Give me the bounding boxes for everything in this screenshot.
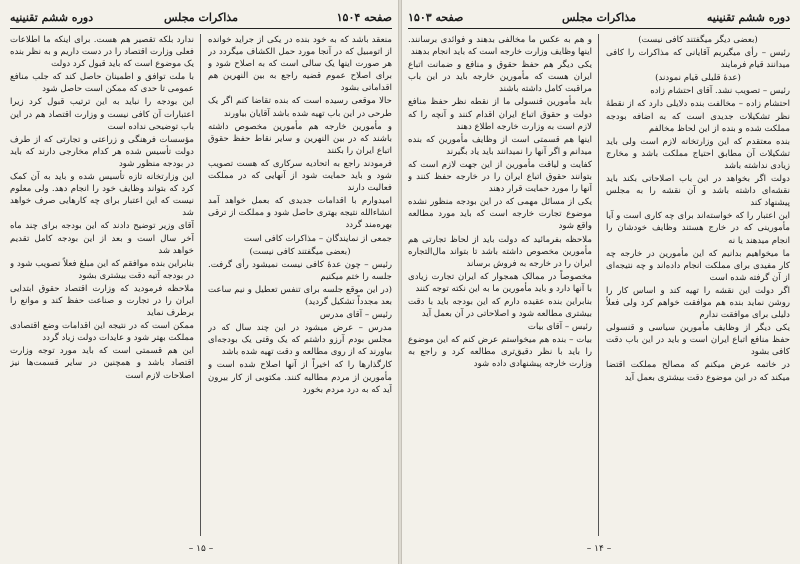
right-page-column-right (606, 34, 790, 536)
paragraph: رئیس – تصویب نشد. آقای احتشام زاده (650, 86, 790, 97)
paragraph: این وزارتخانه تازه تأسیس شده و باید به آن کمک کرد که بتواند وظایف خود را انجام دهد. ولی معلوم نیست که این اعتبار برای چه کارهایی صرف خواهد شد (10, 172, 194, 219)
column-divider (200, 34, 201, 536)
paragraph: امیدوارم با اقدامات جدیدی که بعمل خواهد آمد انشاءالله نتیجه بهتری حاصل شود و مملکت از ترقی بهره‌مند گردد (208, 196, 392, 231)
paragraph: (در این موقع جلسه برای تنفس تعطیل و نیم ساعت بعد مجدداً تشکیل گردید) (208, 284, 392, 307)
right-page-title: مذاکرات مجلس (562, 11, 636, 24)
paragraph: و مأمورین خارجه هم مأمورین مخصوص داشته باشند که در بین النهرین و سایر نقاط حفظ حقوق اتباع ایران را بکنند (208, 121, 392, 156)
left-page-title: مذاکرات مجلس (164, 11, 238, 24)
left-page-columns (10, 34, 392, 536)
paragraph: احتشام زاده – مخالفت بنده دلایلی دارد که از نقطهٔ نظر تشکیلات جدیدی است که به اضافه بودجه مملکت شده و بنده از این لحاظ مخالفم (606, 99, 790, 134)
column-divider (598, 34, 599, 536)
paragraph: ندارد بلکه تقصیر هم هست. برای اینکه ما اطلاعات فعلی وزارت اقتصاد را در دست داریم و به نظر بنده یک موضوع است که باید قبول کرد دولت (10, 35, 194, 70)
paragraph: (بعضی دیگر میگفتند کافی نیست) (638, 35, 758, 45)
paragraph: (عدهٔ قلیلی قیام نمودند) (655, 73, 741, 84)
paragraph: این بودجه را نباید به این ترتیب قبول کرد زیرا اعتبارات آن کافی نیست و وزارت اقتصاد هم در این باب توضیحی نداده است (10, 97, 194, 132)
paragraph: مدرس – عرض میشود در این چند سال که در مجلس بودم آرزو داشتم که یک وقتی یک بودجه‌ای بیاورند که از روی مطالعه و دقت تهیه شده باشد (208, 323, 392, 358)
paragraph: اینها هم قسمتی است از وظایف مأمورین که بنده میدانم و اگر آنها را نمیدانند باید یاد بگیرند (408, 134, 592, 157)
paragraph: آقای وزیر توضیح دادند که این بودجه برای چند ماه آخر سال است و بعد از این بودجه کامل تقدیم خواهد شد (10, 221, 194, 256)
right-page-number: صفحه ۱۵۰۳ (408, 11, 464, 24)
paragraph: رئیس – آقای بیات (527, 322, 592, 333)
paragraph: کفایت و لیاقت مأمورین از این جهت لازم است که بتوانند حقوق اتباع ایران را در خارجه حفظ کنند و آنها را مورد حمایت قرار دهند (408, 159, 592, 195)
left-page-session: دوره ششم تقنینیه (10, 11, 94, 24)
left-page-number: صفحه ۱۵۰۴ (336, 11, 392, 24)
left-page-column-right (208, 34, 392, 536)
paragraph: این هم قسمتی است که باید مورد توجه وزارت اقتصاد باشد و همچنین در سایر قسمت‌ها نیز اصلاحات لازم است (10, 346, 194, 381)
paragraph: این اعتبار را که خواسته‌اند برای چه کاری است و آیا مأمورینی که در خارج هستند وظایف خودشان را انجام میدهند یا نه (606, 211, 790, 246)
right-page (402, 6, 796, 558)
paragraph: جمعی از نمایندگان – مذاکرات کافی است (243, 233, 392, 244)
paragraph: در خاتمه عرض میکنم که مصالح مملکت اقتضا میکند که در این موضوع دقت بیشتری بعمل آید (606, 360, 790, 383)
paragraph: رئیس – آقای مدرس (319, 310, 392, 321)
left-page (4, 6, 398, 558)
paragraph: ممکن است که در نتیجه این اقدامات وضع اقتصادی مملکت بهتر شود و عایدات دولت زیاد گردد (10, 321, 194, 344)
paragraph: مؤسسات فرهنگی و زراعتی و تجارتی که از طرف دولت تأسیس شده هر کدام مخارجی دارند که باید در بودجه منظور شود (10, 134, 194, 169)
left-page-footer: – ۱۵ – (188, 544, 214, 554)
paragraph: و هم به عکس ما مخالفی بدهند و فوائدی برسانند. اینها وظایف وزارت خارجه است که باید انجام بدهند (408, 35, 592, 58)
paragraph: ملاحظه فرمودید که وزارت اقتصاد حقوق ابتدایی ایران را در تجارت و صناعت حفظ کند و موانع را برطرف نماید (10, 283, 194, 319)
right-page-column-left (408, 34, 592, 536)
paragraph: بیات – بنده هم میخواستم عرض کنم که این موضوع را باید با نظر دقیق‌تری مطالعه کرد و راجع به وزارت خارجه پیشنهادی داده شود (408, 335, 592, 370)
paragraph: باید مأمورین قنسولی ما از نقطه نظر حفظ منافع دولت و حقوق اتباع ایران اقدام کنند و آنچه را که لازم است به وزارت خارجه اطلاع دهند (408, 97, 592, 132)
paragraph: یکی از مسائل مهمی که در این بودجه منظور نشده موضوع تجارت خارجه است که باید مورد مطالعه واقع شود (408, 197, 592, 232)
paragraph: بنده معتقدم که این وزارتخانه لازم است ولی باید تشکیلات آن مطابق احتیاج مملکت باشد و مخارج زیادی نداشته باشد (606, 136, 790, 171)
paragraph: یکی دیگر از وظایف مأمورین سیاسی و قنسولی حفظ منافع اتباع ایران است و باید در این باب دقت کافی بشود (606, 323, 790, 358)
paragraph: مخصوصاً در ممالک همجوار که ایران تجارت زیادی با آنها دارد و باید مأمورین ما به این نکته توجه کنند (408, 271, 592, 294)
right-page-session: دوره ششم تقنینیه (706, 11, 790, 24)
paragraph: بنابراین بنده عقیده دارم که این بودجه باید با دقت بیشتری مطالعه شود و اصلاحاتی در آن بعمل آید (408, 296, 592, 320)
paragraph: رئیس – چون عدهٔ کافی نیست نمیشود رأی گرفت. جلسه را ختم میکنیم (208, 259, 392, 282)
right-page-columns (408, 34, 790, 536)
paragraph: بنابراین بنده موافقم که این مبلغ فعلاً تصویب شود و در بودجه آتیه دقت بیشتری بشود (10, 258, 194, 281)
paragraph: رئیس – رأی میگیریم آقایانی که مذاکرات را کافی میدانند قیام فرمایند (606, 48, 790, 71)
left-page-column-left (10, 34, 194, 536)
paragraph: اگر دولت این نقشه را تهیه کند و اساس کار را روشن نماید بنده هم موافقت خواهم کرد ولی فعلاً دلیلی برای موافقت ندارم (606, 285, 790, 321)
paragraph: کارگذارها را که اخیراً از آنها اصلاح شده است و مأمورین از مردم مطالبه کنند. مکتوبی از کار بیرون آید که به درد مردم بخورد (208, 360, 392, 395)
paragraph: دولت اگر بخواهد در این باب اصلاحاتی بکند باید نقشه‌ای داشته باشد و آن نقشه را به مجلس پیشنهاد کند (606, 174, 790, 209)
left-page-header (10, 10, 392, 29)
paragraph: فرمودند راجع به اتحادیه سرکاری که هست تصویب شود و باید حمایت شود از آنهایی که در مملکت فعالیت دارند (208, 158, 392, 194)
paragraph: منعقد باشد که به خود بنده در یکی از جراید خوانده از اتومبیل که در آنجا مورد حمل الکشاف میگردد در هر صورت اینها یک سالی است که به اصلاح شود و برای اصلاح عموم قضیه راجع به بین النهرین هم اقداماتی بشود (208, 35, 392, 94)
paragraph: ملاحظه بفرمائید که دولت باید از لحاظ تجارتی هم مأمورین مخصوص داشته باشد تا بتواند مال‌التجاره ایران را در خارجه به فروش برساند (408, 234, 592, 269)
right-page-footer: – ۱۴ – (586, 544, 612, 554)
paragraph: یکی دیگر هم حفظ حقوق و منافع و ضمانت اتباع ایران هست که مأمورین خارجه باید در این باب مراقبت کامل داشته باشند (408, 60, 592, 95)
paragraph: حالا موقعی رسیده است که بنده تقاضا کنم اگر یک طرحی در این باب تهیه شده باشد آقایان بیاورند (208, 96, 392, 119)
paragraph: با ملت توافق و اطمینان حاصل کند که جلب منافع عمومی تا حدی که ممکن است حاصل شود (10, 72, 194, 95)
paragraph: ما میخواهیم بدانیم که این مأمورین در خارجه چه کار مفیدی برای مملکت انجام داده‌اند و چه نتیجه‌ای از آن گرفته شده است (606, 248, 790, 283)
right-page-header (408, 10, 790, 29)
paragraph: (بعضی میگفتند کافی نیست) (249, 246, 351, 257)
